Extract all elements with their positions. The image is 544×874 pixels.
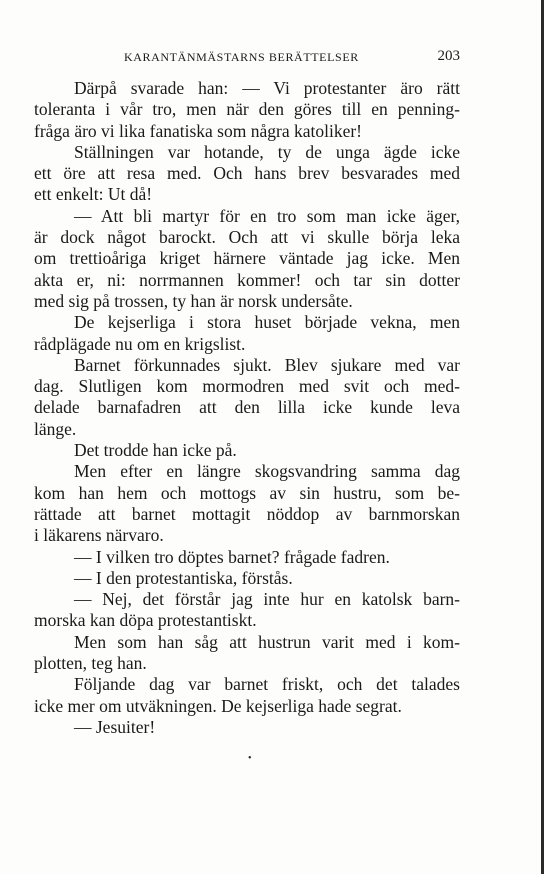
text-line: — Nej, det förstår jag inte hur en katolsk barn- (74, 589, 460, 610)
text-line: ett enkelt: Ut då! (34, 184, 153, 205)
text-line: om trettioåriga kriget härnere väntade jag icke. Men (34, 248, 460, 269)
text-line: rättade att barnet mottagit nöddop av barnmorskan (34, 503, 460, 524)
text-line: — Att bli martyr för en tro som man icke äger, (74, 205, 460, 226)
text-line: fråga äro vi lika fanatiska som några katoliker! (34, 120, 362, 141)
end-ornament: • (248, 753, 252, 764)
text-line: länge. (34, 418, 77, 439)
text-line: delade barnafadren att den lilla icke kunde leva (34, 397, 460, 418)
text-line: akta er, ni: norrmannen kommer! och tar sin dotter (34, 269, 460, 290)
text-line: Ställningen var hotande, ty de unga ägde icke (74, 141, 460, 162)
text-line: icke mer om utväkningen. De kejserliga hade segrat. (34, 695, 402, 716)
text-line: toleranta i vår tro, men när den göres till en penning- (34, 99, 460, 120)
text-line: plotten, teg han. (34, 653, 147, 674)
text-line: Följande dag var barnet friskt, och det talades (74, 674, 460, 695)
text-line: ett öre att resa med. Och hans brev besvarades med (34, 163, 460, 184)
text-line: Barnet förkunnades sjukt. Blev sjukare med var (74, 354, 460, 375)
text-line: — I den protestantiska, förstås. (74, 567, 293, 588)
text-line: Därpå svarade han: — Vi protestanter äro rätt (74, 78, 460, 98)
text-line: — I vilken tro döptes barnet? frågade fadren. (74, 546, 390, 567)
page-number: 203 (437, 48, 460, 64)
text-line: i läkarens närvaro. (34, 525, 164, 546)
text-line: Men efter en längre skogsvandring samma dag (74, 461, 460, 482)
text-line: är dock något barockt. Och att vi skulle börja leka (34, 227, 460, 248)
running-head: KARANTÄNMÄSTARNS BERÄTTELSER (124, 50, 359, 64)
text-line: kom han hem och mottogs av sin hustru, som be- (34, 482, 460, 503)
text-line: dag. Slutligen kom mormodren med svit och med- (34, 376, 460, 397)
text-line: morska kan döpa protestantiskt. (34, 610, 257, 631)
text-line: rådplägade nu om en krigslist. (34, 333, 246, 354)
body-text (34, 78, 460, 738)
page-header (34, 48, 460, 68)
text-line: Men som han såg att hustrun varit med i kom- (74, 631, 460, 652)
text-line: Det trodde han icke på. (74, 440, 237, 461)
text-line: De kejserliga i stora huset började vekna, men (74, 312, 460, 333)
text-line: — Jesuiter! (74, 716, 156, 737)
text-line: med sig på trossen, ty han är norsk undersåte. (34, 290, 353, 311)
